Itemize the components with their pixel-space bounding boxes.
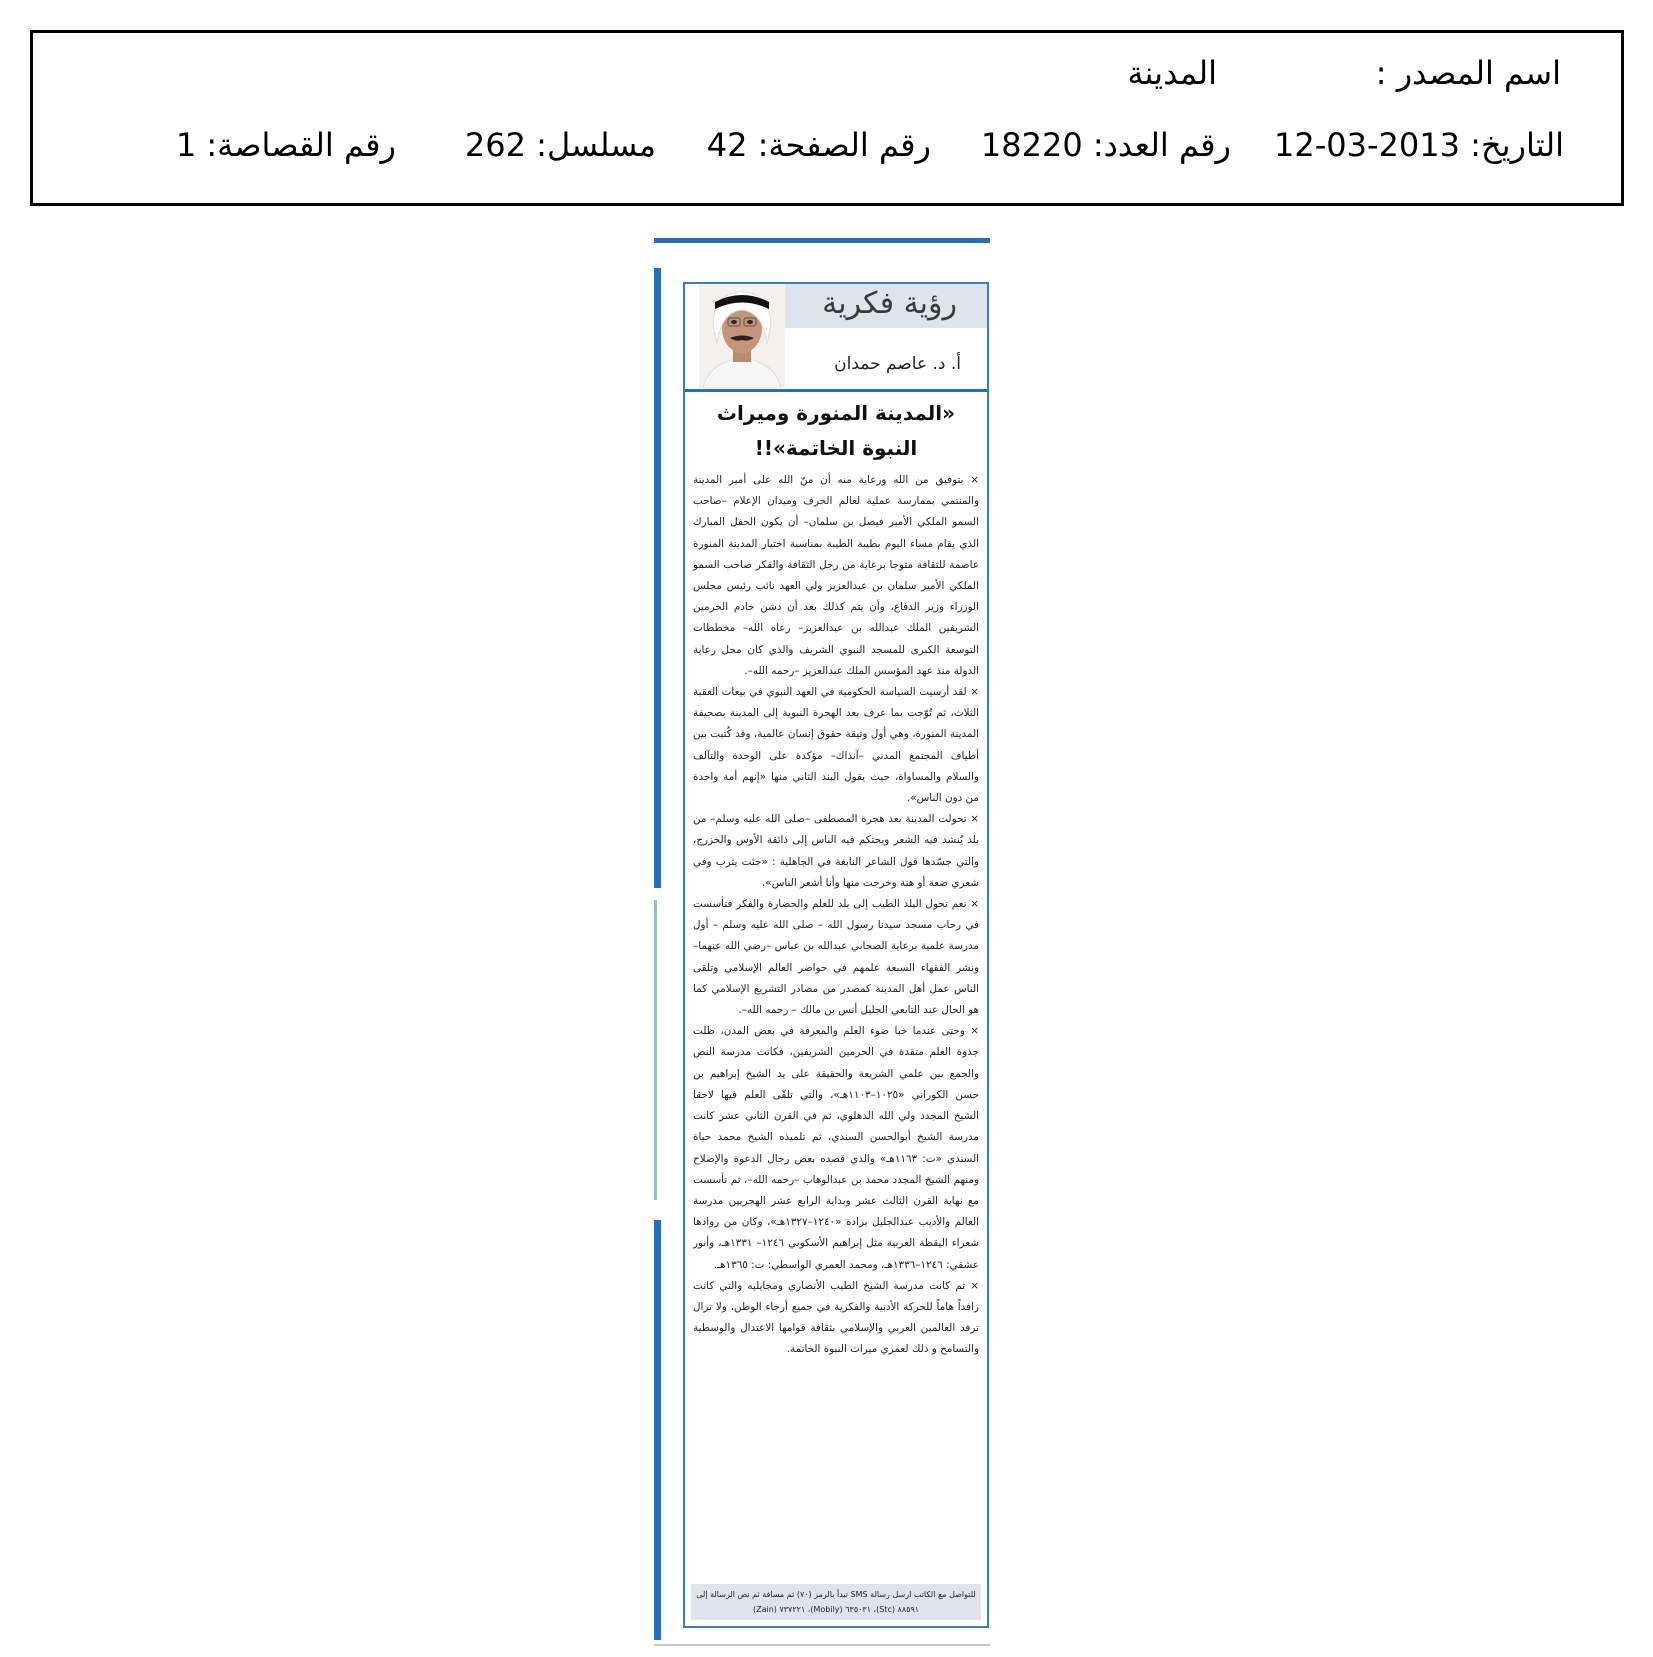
article-headline — [685, 396, 987, 466]
source-value: المدينة — [1127, 54, 1217, 92]
author-photo — [699, 284, 785, 388]
author-name: أ. د. عاصم حمدان — [834, 354, 961, 374]
contact-note-line-2: ٨٨٥٩١ (Stc)، ٦٣٥٠٣١ (Mobily)، ٧٣٧٢٢١ (Zain) — [752, 1605, 920, 1614]
clipping-left-bar-faded — [654, 900, 657, 1200]
article-paragraph: × ثم كانت مدرسة الشيخ الطيب الأنصاري ومجايليه والتي كانت رافداً هاماً للحركة الأدبية والفكرية في جميع أرجاء الوطن، ولا تزال ترفد العالمين العربي والإسلامي بثقافة قوامها الاعتدال والوسطية والتسامح و ذلك لعمري ميراث النبوة الخاتمة. — [693, 1279, 979, 1356]
source-label: اسم المصدر : — [1375, 54, 1561, 92]
column-header — [685, 284, 987, 392]
headline-line-1: «المدينة المنورة وميراث — [716, 401, 956, 425]
article-paragraph: × نعم تحول البلد الطيب إلى بلد للعلم والحضارة والفكر فتأسست في رحاب مسجد سيدنا رسول الله – صلى الله عليه وسلم – أول مدرسة علمية برعاية الصحابي عبدالله بن عباس –رضي الله عنهما– ونشر الفقهاء السبعة علمهم في حواضر العالم الإسلامي وتلقى الناس عمل أهل المدينة كمصدر من مصادر التشريع الإسلامي كما هو الحال عند التابعي الجليل أنس بن مالك – رحمه الله–. — [693, 898, 979, 1017]
page-number: رقم الصفحة: 42 — [706, 126, 931, 164]
clipping-left-bar — [654, 268, 661, 888]
clipping-number: رقم القصاصة: 1 — [175, 126, 396, 164]
contact-note-line-1: للتواصل مع الكاتب ارسل رسالة SMS تبدأ بالرمز (٧٠) ثم مسافة ثم نص الرسالة إلى — [696, 1590, 976, 1599]
author-contact-note — [691, 1584, 981, 1620]
clipping-bottom-rule — [654, 1644, 990, 1646]
article-body — [693, 470, 979, 1361]
article-paragraph: × وحتى عندما خبا ضوء العلم والمعرفة في بعض المدن، ظلت جذوة العلم متقدة في الحرمين الشريفين، فكانت مدرسة النص والجمع بين علمي الشريعة والحقيقة على يد الشيخ إبراهيم بن حسن الكوراني «١٠٢٥–١١٠٣هـ»، والتي تلقّى العلم فيها لاحقا الشيخ المجدد ولي الله الدهلوي، ثم في القرن الثاني عشر كانت مدرسة الشيخ أبوالحسن السندي، ثم تلميذه الشيخ محمد حياة السندي «ت: ١١٦٣هـ» والذي قصده بعض رجال الدعوة والإصلاح ومنهم الشيخ المجدد محمد بن عبدالوهاب –رحمه الله–، ثم تأسست مع نهاية القرن الثالث عشر وبداية الرابع عشر الهجريين مدرسة العالم والأديب عبدالجليل برادة «١٢٤٠–١٣٢٧هـ»، وكان من روادها شعراء اليقظة العربية مثل إبراهيم الأسكوبي ١٢٤٦– ١٣٣١هـ، وأنور عشقي: ١٢٤٦–١٣٣٦هـ، ومحمد العمري الواسطي: ت: ١٣٦٥هـ. — [693, 1025, 980, 1271]
article-paragraph: × بتوفيق من الله ورعاية منه أن منّ الله على أمير المدينة والمنتمي بممارسة عملية لعالم الحرف وميدان الإعلام –صاحب السمو الملكي الأمير فيصل بن سلمان– أن يكون الحفل المبارك الذي يقام مساء اليوم بطيبة الطيبة بمناسبة اختيار المدينة المنورة عاصمة للثقافة متوجا برعاية من رجل الثقافة والفكر صاحب السمو الملكي الأمير سلمان بن عبدالعزيز ولي العهد نائب رئيس مجلس الوزراء وزير الدفاع، وأن يتم كذلك بعد أن دشن خادم الحرمين الشريفين الملك عبدالله بن عبدالعزيز– رعاه الله– مخططات التوسعة الكبرى للمسجد النبوي الشريف والذي كان محل رعاية الدولة منذ عهد المؤسس الملك عبدالعزيز –رحمه الله–. — [693, 474, 979, 677]
author-portrait-icon — [699, 284, 785, 388]
clipping-metadata-box — [30, 30, 1624, 206]
headline-line-2: النبوة الخاتمة»!! — [754, 436, 918, 460]
opinion-article — [683, 282, 989, 1628]
article-paragraph: × تحولت المدينة بعد هجرة المصطفى –صلى الله عليه وسلم– من بلد يُنشد فيه الشعر ويحتكم فيه الناس إلى ذائقة الأوس والخزرج، والتي جسّدها قول الشاعر النابغة في الجاهلية : «جئت يثرب وفي شعري ضعة أو هنة وخرجت منها وأنا أشعر الناس». — [693, 813, 979, 889]
date-field: التاريخ: 2013-03-12 — [1274, 126, 1564, 164]
column-title: رؤية فكرية — [822, 286, 957, 321]
issue-number: رقم العدد: 18220 — [980, 126, 1231, 164]
clipping-top-rule — [654, 238, 990, 243]
article-paragraph: × لقد أرسيت السياسة الحكومية في العهد النبوي في بيعات العقبة الثلاث، ثم تُوّجت بما عرف بعد الهجرة النبوية إلى المدينة بصحيفة المدينة المنورة، وهي أول وثيقة حقوق إنسان عالمية، وقد كُتبت بين أطياف المجتمع المدني –آنذاك– مؤكدة على الوحدة والتآلف والسلام والمساواة، حيث يقول البند الثاني منها «إنهم أمة واحدة من دون الناس». — [693, 686, 979, 805]
clipping-left-bar-lower — [654, 1220, 661, 1640]
serial-number: مسلسل: 262 — [464, 126, 656, 164]
